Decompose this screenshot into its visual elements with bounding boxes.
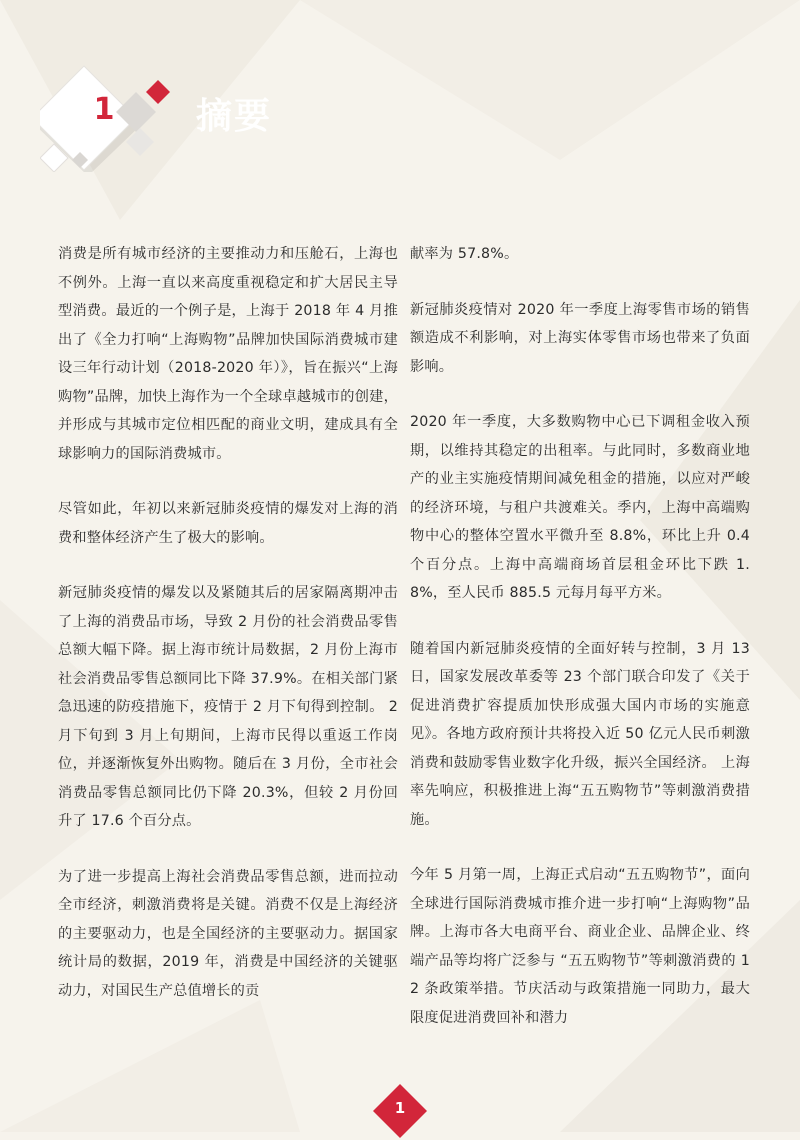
chapter-number: 1 (93, 92, 115, 127)
paragraph: 今年 5 月第一周，上海正式启动“五五购物节”，面向全球进行国际消费城市推介进一步打响“上海购物”品牌。上海市各大电商平台、商业企业、品牌企业、终端产品等均将广泛参与 “五五购物节”等刺激消费的 12 条政策举措。节庆活动与政策措施一同助力，最大限度促进消费回补和潜力 (410, 867, 750, 1026)
paragraph: 为了进一步提高上海社会消费品零售总额，进而拉动全市经济，刺激消费将是关键。消费不仅是上海经济的主要驱动力，也是全国经济的主要驱动力。据国家统计局的数据，2019 年，消费是中国经济的关键驱动力，对国民生产总值增长的贡 (58, 868, 398, 999)
paragraph: 2020 年一季度，大多数购物中心已下调租金收入预期，以维持其稳定的出租率。与此同时，多数商业地产的业主实施疫情期间减免租金的措施，以应对严峻的经济环境，与租户共渡难关。季内，上海中高端购物中心的整体空置水平微升至 8.8%，环比上升 0.4 个百分点。上海中高端商场首层租金环比下跌 1.8%，至人民币 885.5 元每月每平方米。 (410, 414, 750, 601)
right-column (410, 240, 750, 1059)
paragraph: 随着国内新冠肺炎疫情的全面好转与控制，3 月 13 日，国家发展改革委等 23 个部门联合印发了《关于促进消费扩容提质加快形成强大国内市场的实施意见》。各地方政府预计共将投入近 50 亿元人民币刺激消费和鼓励零售业数字化升级，振兴全国经济。 上海率先响应，积极推进上海“五五购物节”等刺激消费措施。 (410, 640, 750, 828)
paragraph: 献率为 57.8%。 (410, 246, 519, 262)
page-number: 1 (394, 1099, 406, 1117)
paragraph: 新冠肺炎疫情的爆发以及紧随其后的居家隔离期冲击了上海的消费品市场，导致 2 月份的社会消费品零售总额大幅下降。据上海市统计局数据，2 月份上海市社会消费品零售总额同比下降 37.9%。在相关部门紧急迅速的防疫措施下，疫情于 2 月下旬得到控制。 2 月下旬到 3 月上旬期间，上海市民得以重返工作岗位，并逐渐恢复外出购物。随后在 3 月份，全市社会消费品零售总额同比仍下降 20.3%，但较 2 月份回升了 17.6 个百分点。 (58, 585, 398, 829)
left-column (58, 240, 398, 1032)
paragraph: 新冠肺炎疫情对 2020 年一季度上海零售市场的销售额造成不利影响，对上海实体零售市场也带来了负面影响。 (410, 301, 750, 375)
paragraph: 尽管如此，年初以来新冠肺炎疫情的爆发对上海的消费和整体经济产生了极大的影响。 (58, 501, 398, 546)
paragraph: 消费是所有城市经济的主要推动力和压舱石，上海也不例外。上海一直以来高度重视稳定和扩大居民主导型消费。最近的一个例子是，上海于 2018 年 4 月推出了《全力打响“上海购物”品牌加快国际消费城市建设三年行动计划（2018-2020 年）》，旨在振兴“上海购物”品牌，加快上海作为一个全球卓越城市的创建，并形成与其城市定位相匹配的商业文明，建成具有全球影响力的国际消费城市。 (58, 246, 398, 462)
section-title: 摘要 (196, 96, 273, 137)
